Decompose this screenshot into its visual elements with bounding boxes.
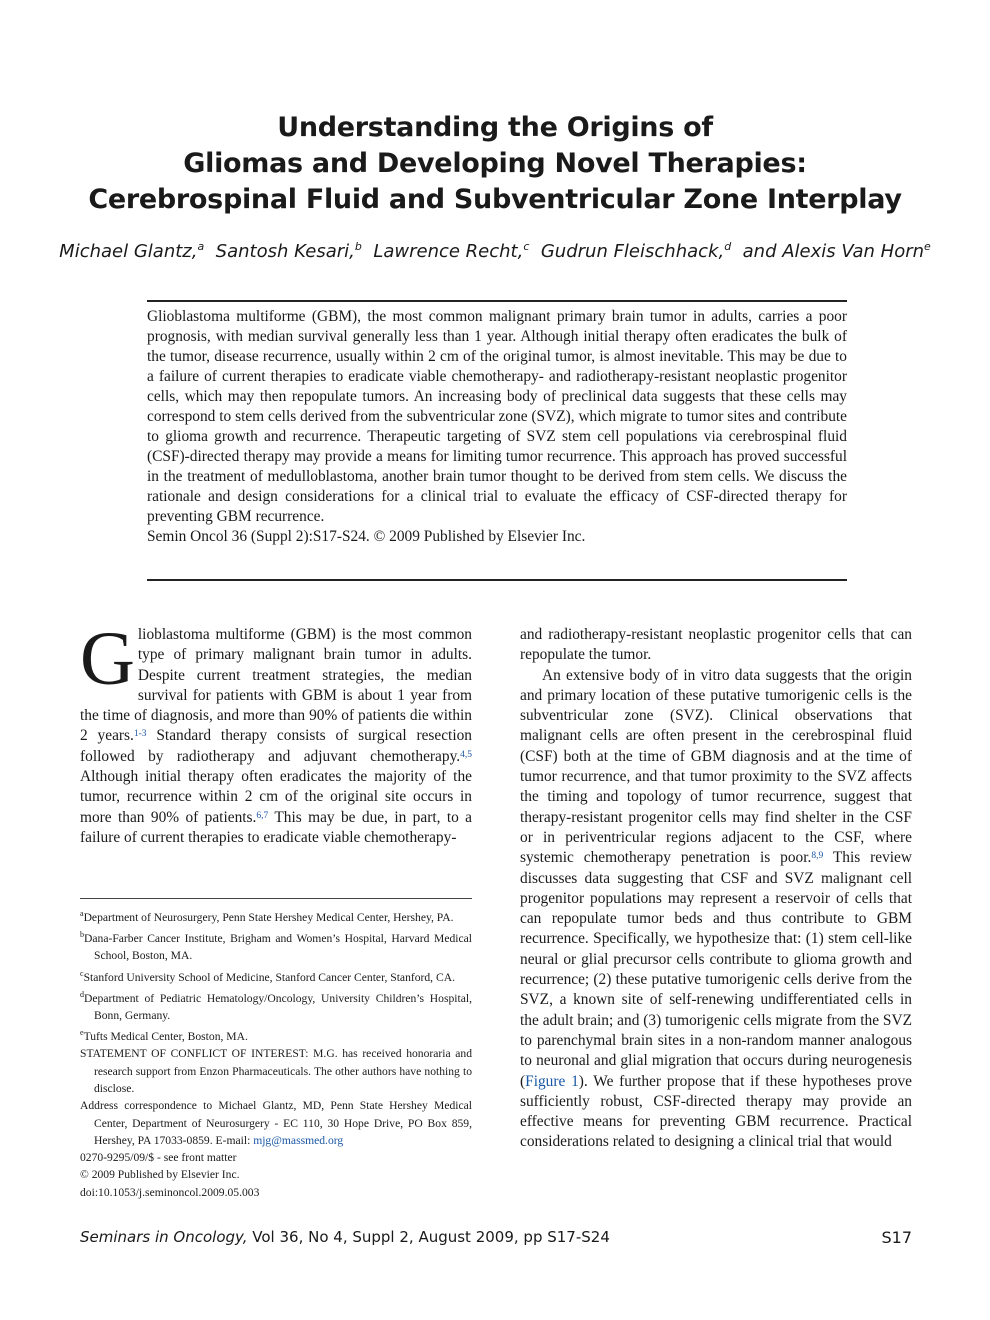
correspondence-address: Address correspondence to Michael Glantz, MD, Penn State Hershey Medical Center, Department of Neurosurgery - EC 110, 30 Hope Drive, PO Box 859, Hershey, PA 17033-0859. E-mail: mjg@massmed.org [80, 1099, 472, 1147]
affiliation: $^a$Department of Neurosurgery, Penn State Hershey Medical Center, Hershey, PA. [80, 909, 454, 924]
title-line: Understanding the Origins of [277, 112, 713, 143]
author: Santosh Kesari,$^b$ [215, 240, 362, 262]
citation-link[interactable]: 1-3 [133, 729, 147, 740]
affiliation: $^b$Dana-Farber Cancer Institute, Brigham and Women’s Hospital, Harvard Medical School, Boston, MA. [80, 930, 472, 963]
figure-link[interactable]: Figure 1 [525, 1072, 579, 1090]
body-column-left [80, 617, 473, 848]
journal-citation: Seminars in Oncology, Vol 36, No 4, Suppl 2, August 2009, pp S17-S24 [80, 1228, 610, 1246]
affiliation: $^d$Department of Pediatric Hematology/Oncology, University Children’s Hospital, Bonn, Germany. [80, 989, 472, 1022]
abstract-citation: Semin Oncol 36 (Suppl 2):S17-S24. © 2009 Published by Elsevier Inc. [147, 528, 586, 545]
body-paragraph: and radiotherapy-resistant neoplastic progenitor cells that can repopulate the tumor. [520, 626, 912, 664]
title-line: Gliomas and Developing Novel Therapies: [183, 148, 807, 179]
affiliation: $^c$Stanford University School of Medicine, Stanford Cancer Center, Stanford, CA. [80, 968, 455, 984]
conflict-statement: STATEMENT OF CONFLICT OF INTEREST: M.G. has received honoraria and research support from Enzon Pharmaceuticals. The other authors have nothing to disclose. [80, 1047, 472, 1095]
title-line: Cerebrospinal Fluid and Subventricular Zone Interplay [88, 184, 902, 215]
issn: 0270-9295/09/$ - see front matter [80, 1151, 237, 1165]
citation-link[interactable]: 4,5 [460, 749, 472, 760]
body-paragraph: Glioblastoma multiforme (GBM) is the most common type of primary malignant brain tumor in adults. Despite current treatment strategies, the median survival for patients with GBM is about 1 year from the time of diagnosis, and more than 90% of patients die within 2 years.$^{1-3}$ Standard therapy consists of surgical resection followed by radiotherapy and adjuvant chemotherapy.$^{4,5}$ Although initial therapy often eradicates the majority of the tumor, recurrence within 2 cm of the original site occurs in more than 90% of patients.$^{6,7}$ This may be due, in part, to a failure of current therapies to eradicate viable chemotherapy- [80, 617, 473, 846]
abstract [147, 307, 847, 547]
email-link[interactable]: mjg@massmed.org [253, 1133, 344, 1147]
abstract-bottom-rule [147, 579, 847, 581]
citation-link[interactable]: 8,9 [811, 851, 824, 862]
abstract-text: Glioblastoma multiforme (GBM), the most common malignant primary brain tumor in adults, carries a poor prognosis, with median survival generally less than 1 year. Although initial therapy often eradicates the bulk of the tumor, disease recurrence, usually within 2 cm of the original tumor, is almost inevitable. This may be due to a failure of current therapies to eradicate viable chemotherapy- and radiotherapy-resistant neoplastic progenitor cells, which may then repopulate tumors. An increasing body of preclinical data suggests that these cells may correspond to stem cells derived from the subventricular zone (SVZ), which migrate to tumor sites and contribute to glioma growth and recurrence. Therapeutic targeting of SVZ stem cell populations via cerebrospinal fluid (CSF)-directed therapy may provide a means for limiting tumor recurrence. This approach has proved successful in the treatment of medulloblastoma, another brain tumor thought to be derived from stem cells. We discuss the rationale and design considerations for a clinical trial to evaluate the efficacy of CSF-directed therapy for preventing GBM recurrence. [147, 308, 847, 525]
affiliation: $^e$Tufts Medical Center, Boston, MA. [80, 1028, 248, 1044]
doi: doi:10.1053/j.seminoncol.2009.05.003 [80, 1185, 260, 1199]
body-paragraph: An extensive body of in vitro data suggests that the origin and primary location of these putative tumorigenic cells is the subventricular zone (SVZ). Clinical observations that malignant cells are often present in the cerebrospinal fluid (CSF) both at the time of GBM diagnosis and at the time of tumor recurrence, and that tumor proximity to the SVZ affects the timing and topology of tumor recurrence, suggest that therapy-resistant progenitor cells may find shelter in the CSF or in periventricular regions adjacent to the CSF, where systemic chemotherapy penetration is poor.$^{8,9}$ This review discusses data suggesting that CSF and SVZ malignant cell progenitor populations may represent a reservoir of cells that can repopulate tumor beds and thus contribute to GBM recurrence. Specifically, we hypothesize that: (1) stem cell-like neural or glial precursor cells contribute to glioma growth and recurrence; (2) these putative tumorigenic cells derive from the SVZ, a known site of self-renewing undifferentiated cells in the adult brain; and (3) tumorigenic cells migrate from the SVZ to parenchymal brain sites in a non-random manner analogous to neuronal and glial migration that occurs during neurogenesis (Figure 1). We further propose that if these hypotheses prove sufficiently robust, CSF-directed therapy may provide an effective means for preventing GBM recurrence. Practical considerations related to designing a clinical trial that would [520, 666, 912, 1151]
drop-cap: G [80, 617, 135, 701]
abstract-top-rule [147, 300, 847, 302]
body-column-right [520, 625, 912, 1153]
author: Michael Glantz,$^a$ [59, 240, 205, 262]
article-title [0, 110, 990, 218]
footnote-rule [80, 898, 472, 899]
author: and Alexis Van Horn$^e$ [742, 240, 931, 262]
author: Lawrence Recht,$^c$ [373, 240, 530, 262]
copyright: © 2009 Published by Elsevier Inc. [80, 1168, 240, 1182]
page-number: S17 [881, 1228, 912, 1247]
citation-link[interactable]: 6,7 [256, 810, 269, 821]
author: Gudrun Fleischhack,$^d$ [540, 240, 732, 262]
author-list [0, 240, 990, 262]
footnotes [80, 905, 472, 1201]
